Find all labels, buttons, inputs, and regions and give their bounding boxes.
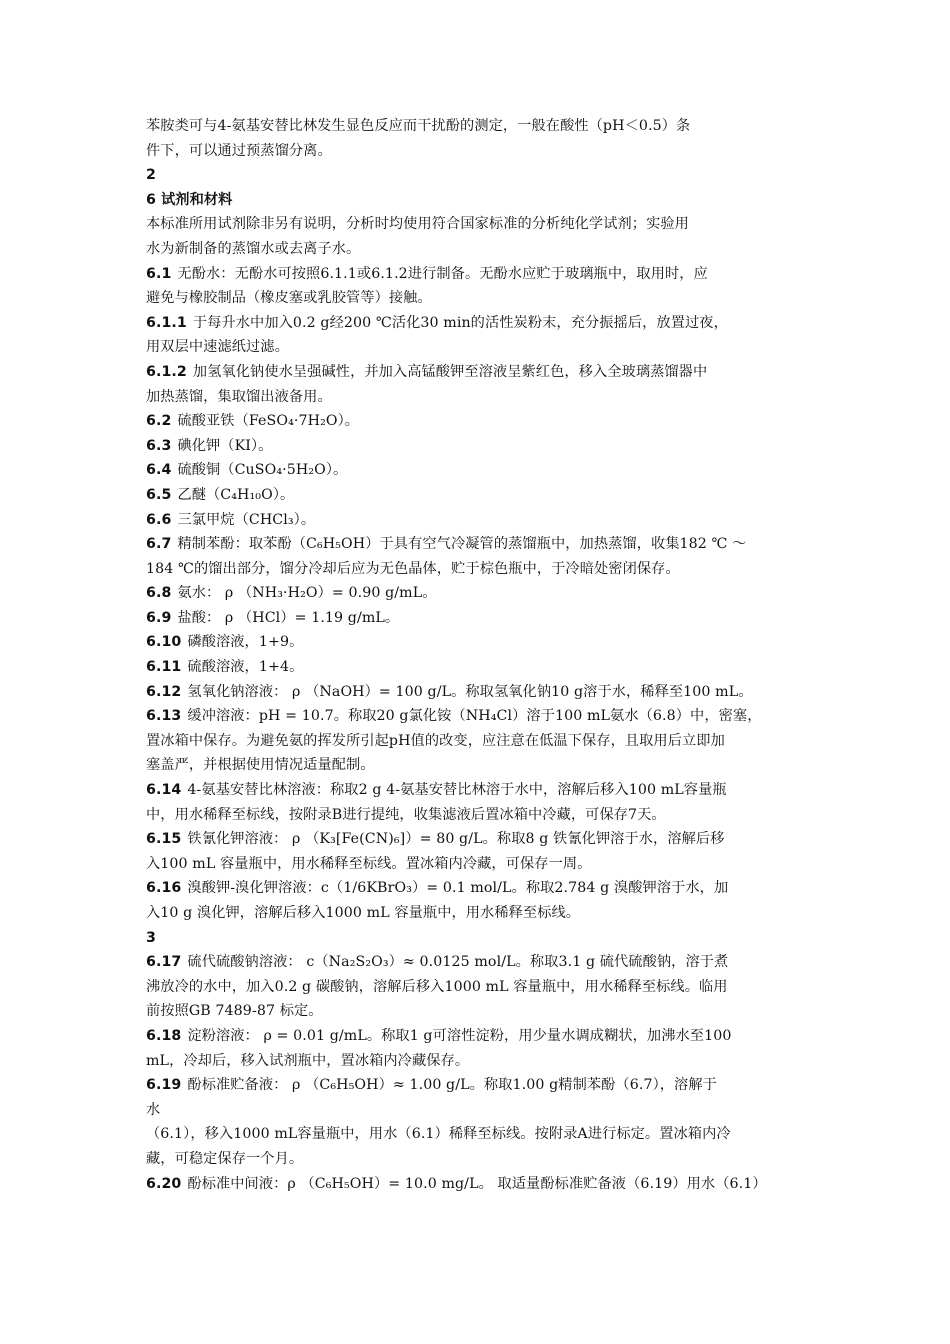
clause-line (146, 581, 811, 606)
line-text: 水为新制备的蒸馏水或去离子水。 (146, 240, 361, 257)
line-text: 硫酸亚铁（FeSO₄·7H₂O）。 (177, 413, 360, 430)
text-line (146, 1049, 811, 1074)
line-text: 于每升水中加入0.2 g经200 ℃活化30 min的活性炭粉末，充分振摇后，放置过夜， (192, 314, 728, 331)
line-text: 磷酸溶液，1+9。 (187, 634, 304, 651)
clause-line (146, 778, 811, 803)
line-text: 加热蒸馏，集取馏出液备用。 (146, 388, 332, 405)
clause-line (146, 262, 811, 287)
text-line (146, 286, 811, 311)
clause-line (146, 1024, 811, 1049)
text-line (146, 557, 811, 582)
line-text: 用双层中速滤纸过滤。 (146, 339, 289, 356)
line-text: 184 ℃的馏出部分，馏分冷却后应为无色晶体，贮于棕色瓶中，于冷暗处密闭保存。 (146, 560, 680, 577)
clause-line (146, 483, 811, 508)
line-text: 碘化钾（KI）。 (177, 437, 273, 454)
line-text: 置冰箱中保存。为避免氨的挥发所引起pH值的改变，应注意在低温下保存，且取用后立即加 (146, 732, 725, 749)
line-text: 加氢氧化钠使水呈强碱性，并加入高锰酸钾至溶液呈紫红色，移入全玻璃蒸馏器中 (192, 363, 708, 380)
clause-number: 6.1.1 (146, 314, 187, 331)
text-line (146, 237, 811, 262)
page-number (146, 163, 811, 188)
clause-line (146, 827, 811, 852)
clause-number: 6.9 (146, 609, 172, 626)
clause-line (146, 458, 811, 483)
text-line (146, 385, 811, 410)
clause-number: 6.18 (146, 1027, 182, 1044)
clause-line (146, 704, 811, 729)
text-line (146, 114, 811, 139)
line-text: 盐酸： ρ （HCl）= 1.19 g/mL。 (177, 609, 400, 626)
clause-line (146, 311, 811, 336)
line-text: 氢氧化钠溶液： ρ （NaOH）= 100 g/L。称取氢氧化钠10 g溶于水，稀释至100 mL。 (187, 683, 753, 700)
line-text: 酚标准贮备液： ρ （C₆H₅OH）≈ 1.00 g/L。称取1.00 g精制苯酚（6.7），溶解于 (187, 1077, 717, 1094)
clause-number: 6.17 (146, 954, 182, 971)
line-text: 无酚水：无酚水可按照6.1.1或6.1.2进行制备。无酚水应贮于玻璃瓶中，取用时，应 (177, 265, 708, 282)
line-text: 淀粉溶液： ρ = 0.01 g/mL。称取1 g可溶性淀粉，用少量水调成糊状，加沸水至100 (187, 1027, 732, 1044)
clause-line (146, 950, 811, 975)
line-text: 氨水： ρ （NH₃·H₂O）= 0.90 g/mL。 (177, 585, 437, 602)
line-text: 沸放冷的水中，加入0.2 g 碳酸钠，溶解后移入1000 mL 容量瓶中，用水稀释至标线。临用 (146, 978, 728, 995)
clause-number: 6.11 (146, 659, 182, 676)
clause-number: 6.7 (146, 536, 172, 553)
clause-number: 6.5 (146, 486, 172, 503)
line-text: 苯胺类可与4-氨基安替比林发生显色反应而干扰酚的测定，一般在酸性（pH＜0.5）条 (146, 118, 691, 134)
text-line (146, 1122, 811, 1147)
clause-number: 6.12 (146, 683, 182, 700)
line-text: 铁氰化钾溶液： ρ （K₃[Fe(CN)₆]）= 80 g/L。称取8 g 铁氰化钾溶于水，溶解后移 (187, 831, 725, 848)
line-text: 本标准所用试剂除非另有说明，分析时均使用符合国家标准的分析纯化学试剂；实验用 (146, 216, 689, 233)
clause-line (146, 1073, 811, 1098)
clause-number: 6.19 (146, 1077, 182, 1094)
line-text: 乙醚（C₄H₁₀O）。 (177, 486, 295, 503)
clause-number: 6.15 (146, 831, 182, 848)
clause-number: 6.4 (146, 462, 172, 479)
clause-number: 6.1.2 (146, 363, 187, 380)
clause-number: 6.2 (146, 413, 172, 430)
text-line (146, 139, 811, 164)
line-text: 溴酸钾-溴化钾溶液：c（1/6KBrO₃）= 0.1 mol/L。称取2.784 g 溴酸钾溶于水，加 (187, 880, 729, 897)
clause-number: 6.14 (146, 782, 182, 799)
line-text: 藏，可稳定保存一个月。 (146, 1150, 304, 1167)
clause-number: 6.3 (146, 437, 172, 454)
clause-line (146, 360, 811, 385)
line-text: 入100 mL 容量瓶中，用水稀释至标线。置冰箱内冷藏，可保存一周。 (146, 855, 592, 872)
clause-line (146, 508, 811, 533)
text-line (146, 852, 811, 877)
clause-line (146, 532, 811, 557)
line-text: 三氯甲烷（CHCl₃）。 (177, 511, 316, 528)
page-number (146, 926, 811, 951)
line-text: mL，冷却后，移入试剂瓶中，置冰箱内冷藏保存。 (146, 1052, 470, 1069)
line-text: 水 (146, 1101, 161, 1118)
text-line (146, 803, 811, 828)
clause-line (146, 680, 811, 705)
text-line (146, 999, 811, 1024)
clause-number: 6.16 (146, 880, 182, 897)
line-text: 4-氨基安替比林溶液：称取2 g 4-氨基安替比林溶于水中，溶解后移入100 mL容量瓶 (187, 782, 727, 799)
document-body (146, 114, 811, 1196)
clause-line (146, 409, 811, 434)
text-line (146, 729, 811, 754)
text-line (146, 901, 811, 926)
line-text: 中，用水稀释至标线，按附录B进行提纯，收集滤液后置冰箱中冷藏，可保存7天。 (146, 806, 666, 823)
line-text: （6.1），移入1000 mL容量瓶中，用水（6.1）稀释至标线。按附录A进行标定。置冰箱内冷 (146, 1126, 731, 1143)
line-text: 件下，可以通过预蒸馏分离。 (146, 142, 332, 159)
line-text: 2 (146, 167, 156, 184)
clause-line (146, 630, 811, 655)
clause-number: 6.13 (146, 708, 182, 725)
line-text: 硫酸铜（CuSO₄·5H₂O）。 (177, 462, 348, 479)
clause-line (146, 876, 811, 901)
text-line (146, 335, 811, 360)
text-line (146, 1098, 811, 1123)
text-line (146, 212, 811, 237)
clause-line (146, 434, 811, 459)
line-text: 硫代硫酸钠溶液： c（Na₂S₂O₃）≈ 0.0125 mol/L。称取3.1 g 硫代硫酸钠，溶于煮 (187, 954, 729, 971)
line-text: 3 (146, 929, 156, 946)
clause-number: 6.20 (146, 1175, 182, 1192)
clause-number: 6.8 (146, 585, 172, 602)
line-text: 前按照GB 7489-87 标定。 (146, 1003, 323, 1020)
section-heading (146, 188, 811, 213)
line-text: 6 试剂和材料 (146, 191, 233, 208)
line-text: 缓冲溶液：pH = 10.7。称取20 g氯化铵（NH₄Cl）溶于100 mL氨水（6.8）中，密塞， (187, 708, 762, 725)
line-text: 塞盖严，并根据使用情况适量配制。 (146, 757, 375, 774)
line-text: 精制苯酚：取苯酚（C₆H₅OH）于具有空气冷凝管的蒸馏瓶中，加热蒸馏，收集182 ℃ ～ (177, 536, 747, 553)
text-line (146, 975, 811, 1000)
line-text: 入10 g 溴化钾，溶解后移入1000 mL 容量瓶中，用水稀释至标线。 (146, 905, 581, 921)
clause-line (146, 1172, 811, 1197)
text-line (146, 753, 811, 778)
clause-line (146, 606, 811, 631)
clause-line (146, 655, 811, 680)
text-line (146, 1147, 811, 1172)
line-text: 避免与橡胶制品（橡皮塞或乳胶管等）接触。 (146, 290, 432, 307)
clause-number: 6.10 (146, 634, 182, 651)
clause-number: 6.1 (146, 265, 172, 282)
line-text: 硫酸溶液，1+4。 (187, 659, 304, 676)
clause-number: 6.6 (146, 511, 172, 528)
line-text: 酚标准中间液：ρ （C₆H₅OH）= 10.0 mg/L。 取适量酚标准贮备液（6.19）用水（6.1） (187, 1175, 767, 1192)
